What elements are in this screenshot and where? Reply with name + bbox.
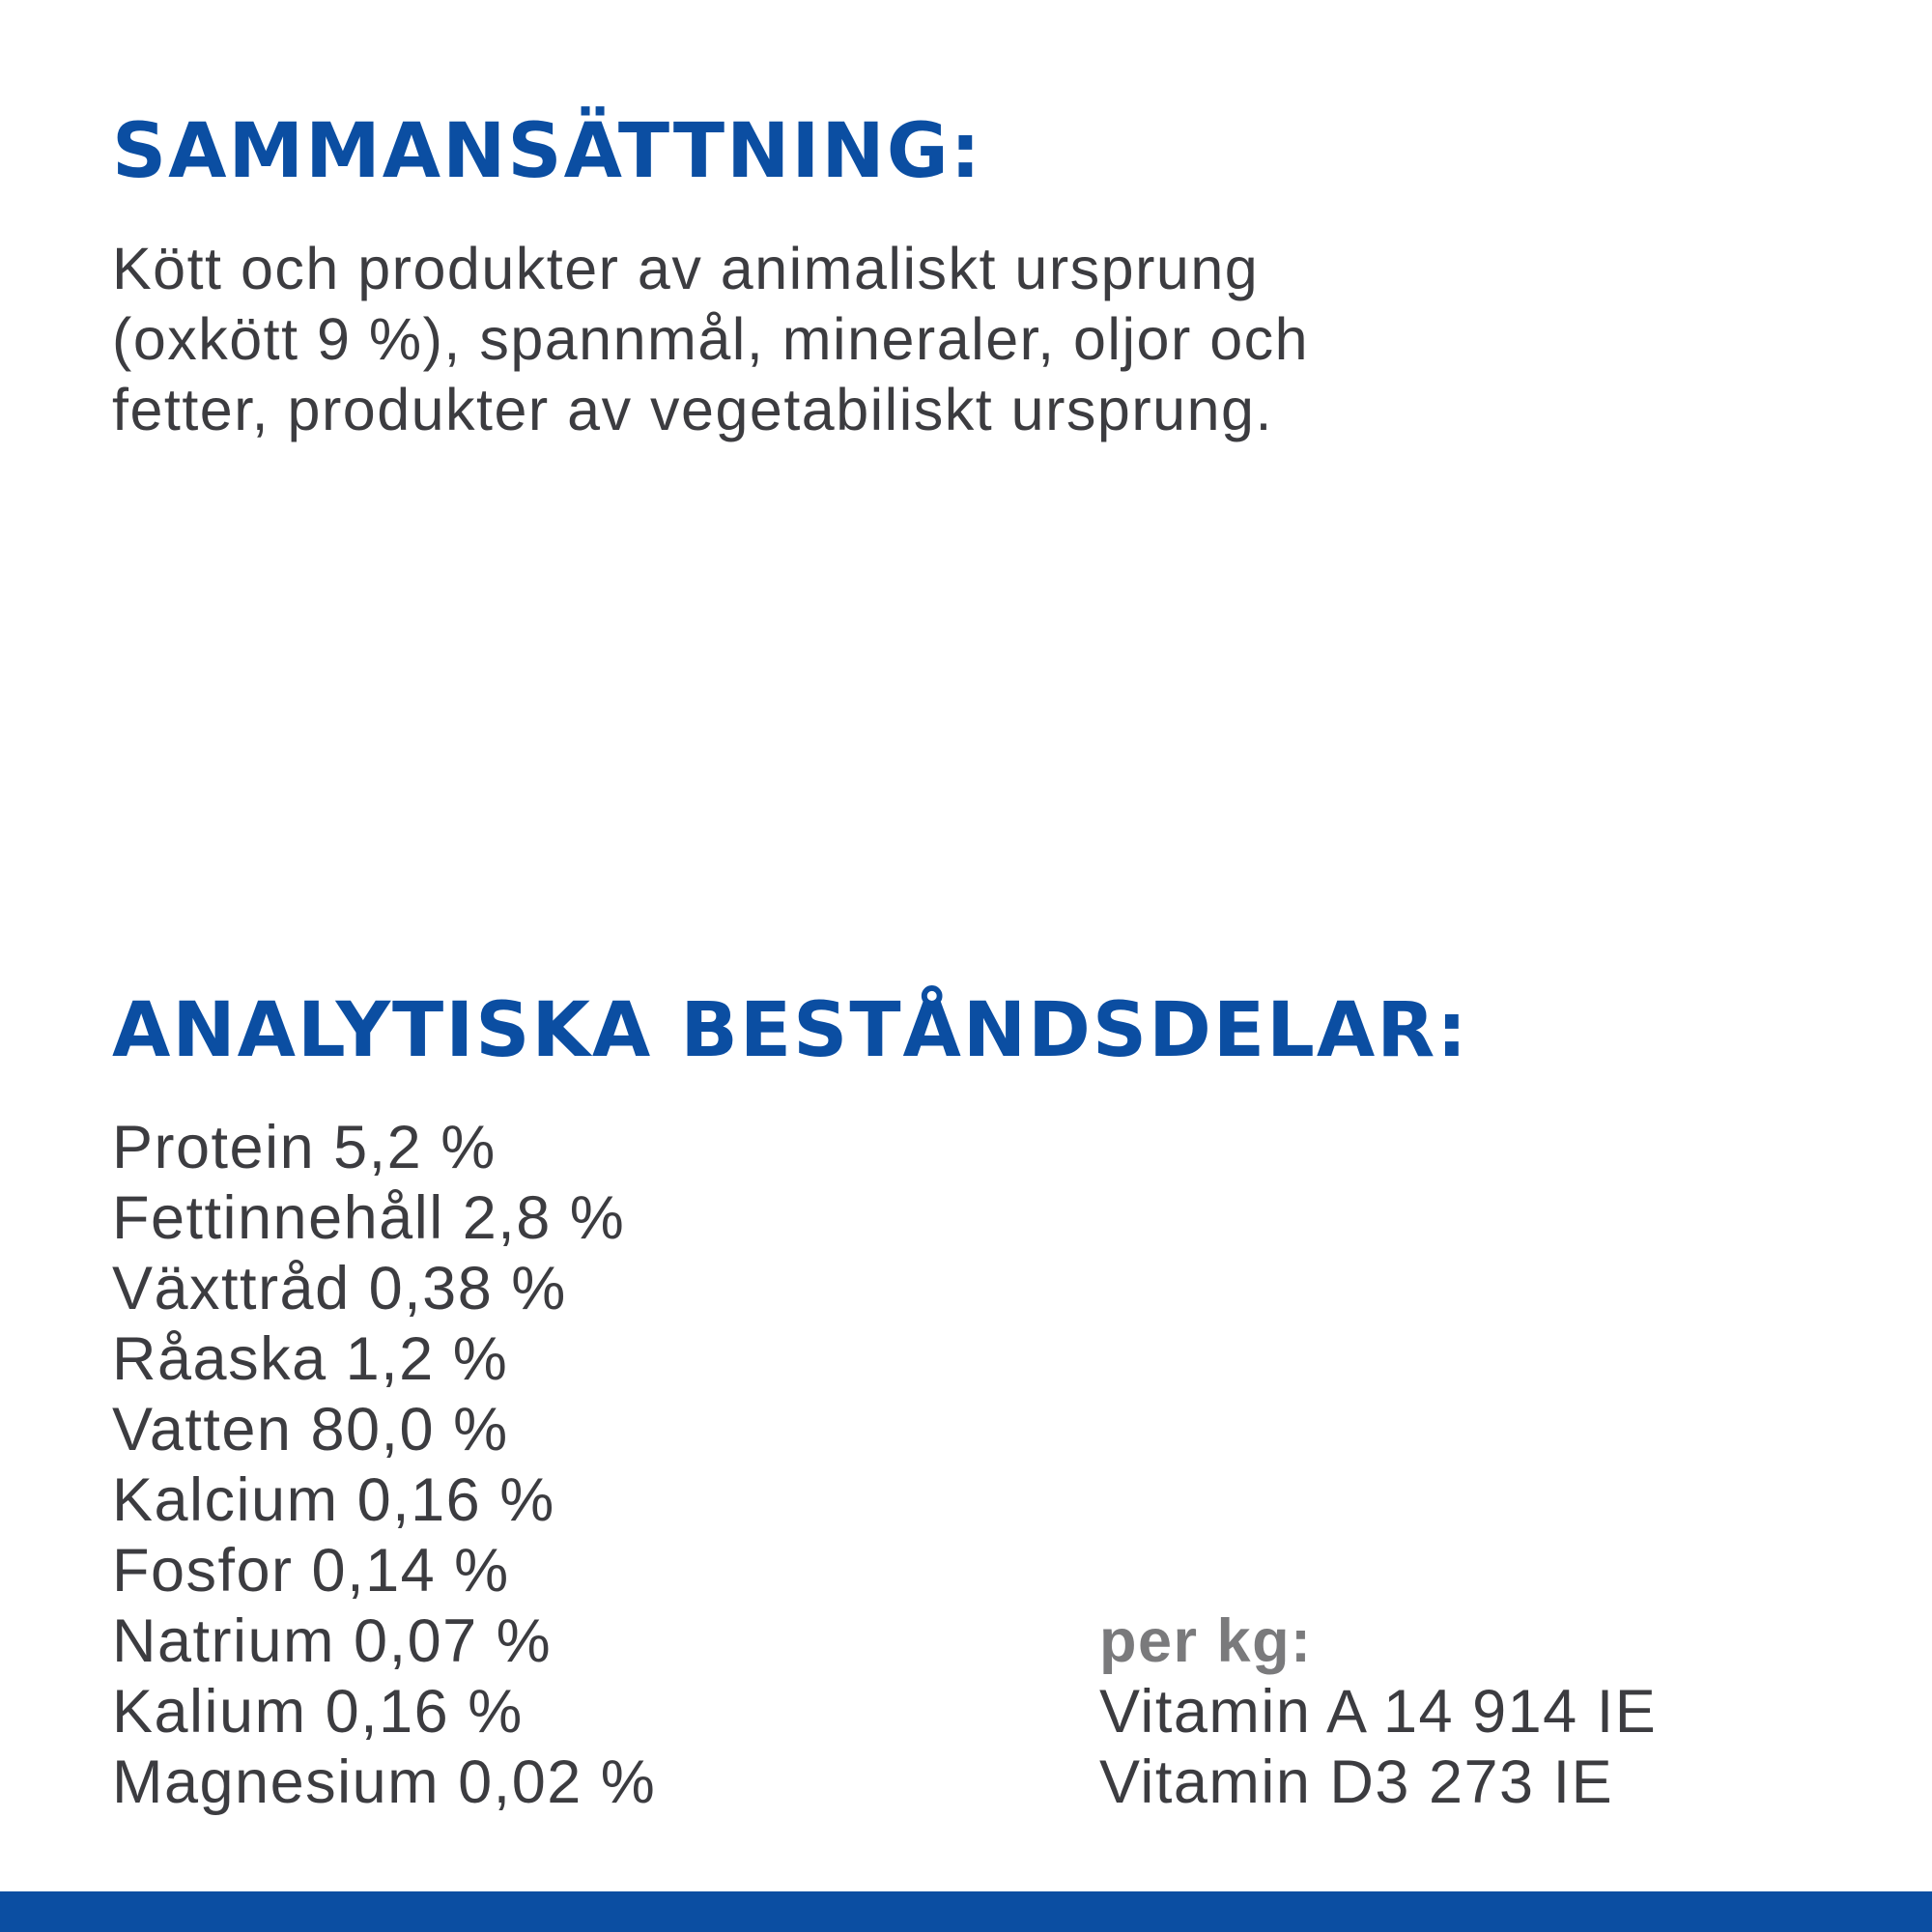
analytical-item: Protein 5,2 % [112,1114,497,1181]
analytical-item: Fosfor 0,14 % [112,1537,510,1605]
composition-text [112,234,1812,445]
vitamins-block [1099,1606,1657,1818]
analytical-item: Vatten 80,0 % [112,1396,509,1463]
composition-line: fetter, produkter av vegetabiliskt ursprung. [112,377,1273,442]
analytical-item: Kalcium 0,16 % [112,1466,555,1534]
vitamin-item: Vitamin D3 273 IE [1099,1748,1614,1816]
analytical-item: Fettinnehåll 2,8 % [112,1184,626,1252]
composition-heading: SAMMANSÄTTNING: [112,108,982,195]
analytical-item: Magnesium 0,02 % [112,1748,657,1816]
per-kg-label: per kg: [1099,1607,1313,1675]
analytical-list [112,1113,656,1818]
analytical-heading: ANALYTISKA BESTÅNDSDELAR: [112,987,1469,1074]
analytical-item: Råaska 1,2 % [112,1325,509,1393]
analytical-item: Natrium 0,07 % [112,1607,553,1675]
analytical-item: Växttråd 0,38 % [112,1255,567,1322]
composition-line: Kött och produkter av animaliskt ursprung [112,236,1260,301]
bottom-accent-bar [0,1891,1932,1932]
vitamin-item: Vitamin A 14 914 IE [1099,1678,1658,1746]
analytical-item: Kalium 0,16 % [112,1678,524,1746]
composition-line: (oxkött 9 %), spannmål, mineraler, oljor och [112,306,1310,372]
